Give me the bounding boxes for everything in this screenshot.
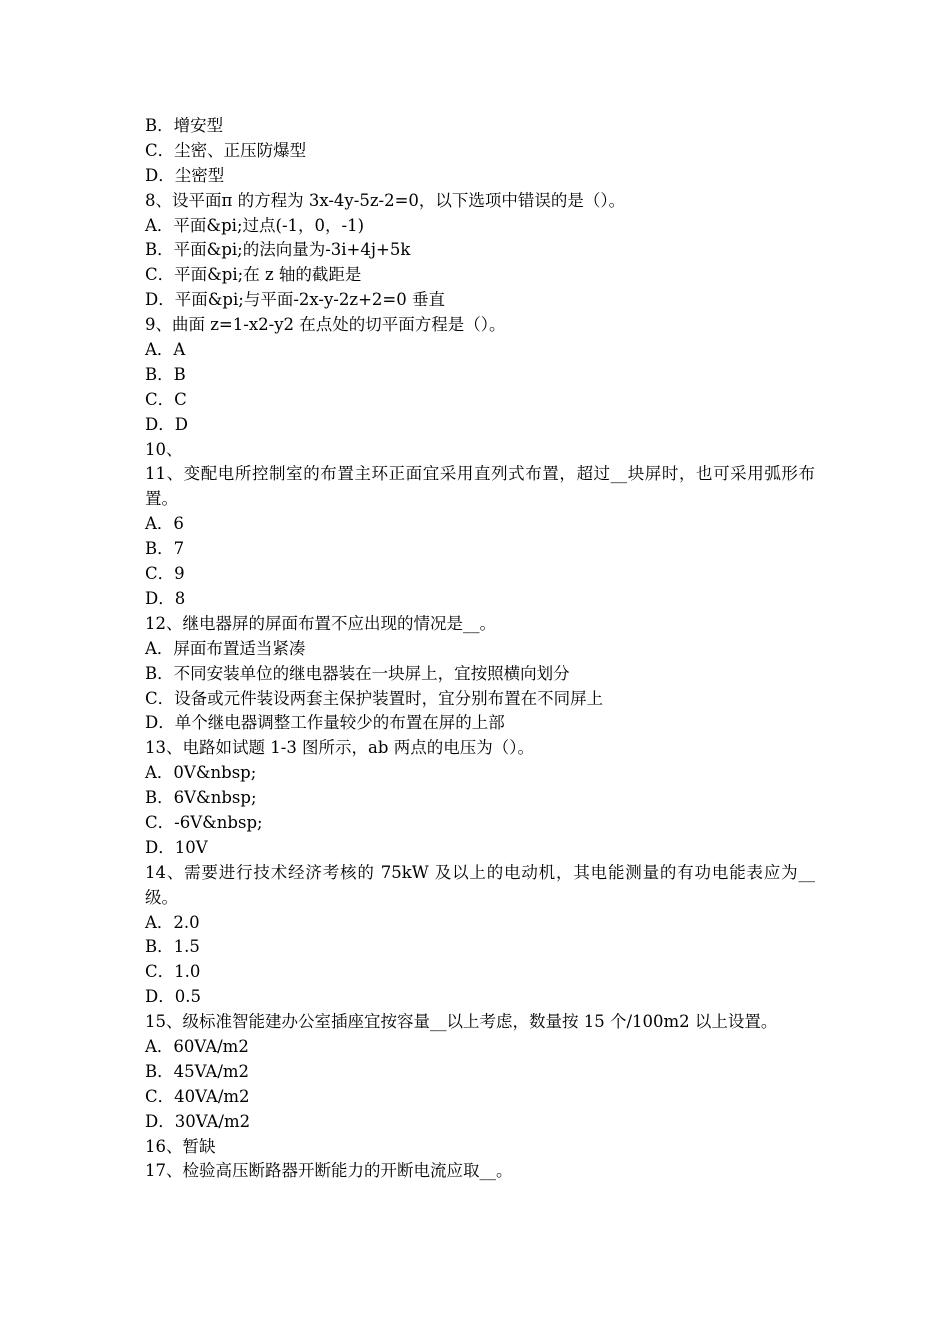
option-line: A．A bbox=[145, 340, 186, 360]
option-line: C．40VA/m2 bbox=[145, 1086, 250, 1106]
option-line: D．0.5 bbox=[145, 987, 201, 1007]
option-line: D．8 bbox=[145, 588, 186, 608]
question-line: 14、需要进行技术经济考核的 75kW 及以上的电动机，其电能测量的有功电能表应为__级。 bbox=[145, 862, 815, 907]
question-line: 16、暂缺 bbox=[145, 1136, 216, 1156]
option-line: D．尘密型 bbox=[145, 165, 225, 185]
option-line: A．60VA/m2 bbox=[145, 1037, 249, 1057]
option-line: B．6V&nbsp; bbox=[145, 788, 257, 808]
question-line: 10、 bbox=[145, 439, 183, 459]
question-line: 11、变配电所控制室的布置主环正面宜采用直列式布置，超过__块屏时，也可采用弧形布置。 bbox=[145, 464, 815, 509]
option-line: D．10V bbox=[145, 837, 208, 857]
option-line: C．9 bbox=[145, 564, 185, 584]
option-line: B．B bbox=[145, 364, 186, 384]
question-line: 13、电路如试题 1-3 图所示，ab 两点的电压为（）。 bbox=[145, 738, 534, 758]
option-line: D．D bbox=[145, 414, 188, 434]
question-line: 17、检验高压断路器开断能力的开断电流应取__。 bbox=[145, 1161, 513, 1181]
option-line: C．1.0 bbox=[145, 962, 201, 982]
option-line: A．6 bbox=[145, 514, 184, 534]
option-line: A．2.0 bbox=[145, 912, 200, 932]
option-line: C．尘密、正压防爆型 bbox=[145, 140, 307, 160]
option-line: C．-6V&nbsp; bbox=[145, 812, 263, 832]
option-line: B．不同安装单位的继电器装在一块屏上，宜按照横向划分 bbox=[145, 663, 570, 683]
option-line: B．增安型 bbox=[145, 116, 224, 135]
question-line: 15、级标准智能建办公室插座宜按容量__以上考虑，数量按 15 个/100m2 以上设置。 bbox=[145, 1012, 778, 1032]
option-line: A．屏面布置适当紧凑 bbox=[145, 638, 306, 658]
question-line: 12、继电器屏的屏面布置不应出现的情况是__。 bbox=[145, 613, 496, 633]
option-line: A．0V&nbsp; bbox=[145, 763, 257, 783]
option-line: A．平面&pi;过点(-1，0，-1) bbox=[145, 215, 365, 235]
question-line: 8、设平面π 的方程为 3x-4y-5z-2=0，以下选项中错误的是（）。 bbox=[145, 190, 626, 210]
option-line: B．平面&pi;的法向量为-3i+4j+5k bbox=[145, 240, 411, 260]
option-line: B．7 bbox=[145, 539, 185, 559]
option-line: D．单个继电器调整工作量较少的布置在屏的上部 bbox=[145, 713, 505, 733]
option-line: B．45VA/m2 bbox=[145, 1061, 250, 1081]
option-line: C．设备或元件装设两套主保护装置时，宜分别布置在不同屏上 bbox=[145, 688, 604, 708]
option-line: C．平面&pi;在 z 轴的截距是 bbox=[145, 265, 362, 285]
document-page bbox=[145, 114, 815, 1184]
option-line: B．1.5 bbox=[145, 937, 200, 957]
option-line: D．30VA/m2 bbox=[145, 1111, 251, 1131]
question-line: 9、曲面 z=1-x2-y2 在点处的切平面方程是（）。 bbox=[145, 315, 506, 335]
option-line: D．平面&pi;与平面-2x-y-2z+2=0 垂直 bbox=[145, 290, 445, 310]
option-line: C．C bbox=[145, 389, 187, 409]
